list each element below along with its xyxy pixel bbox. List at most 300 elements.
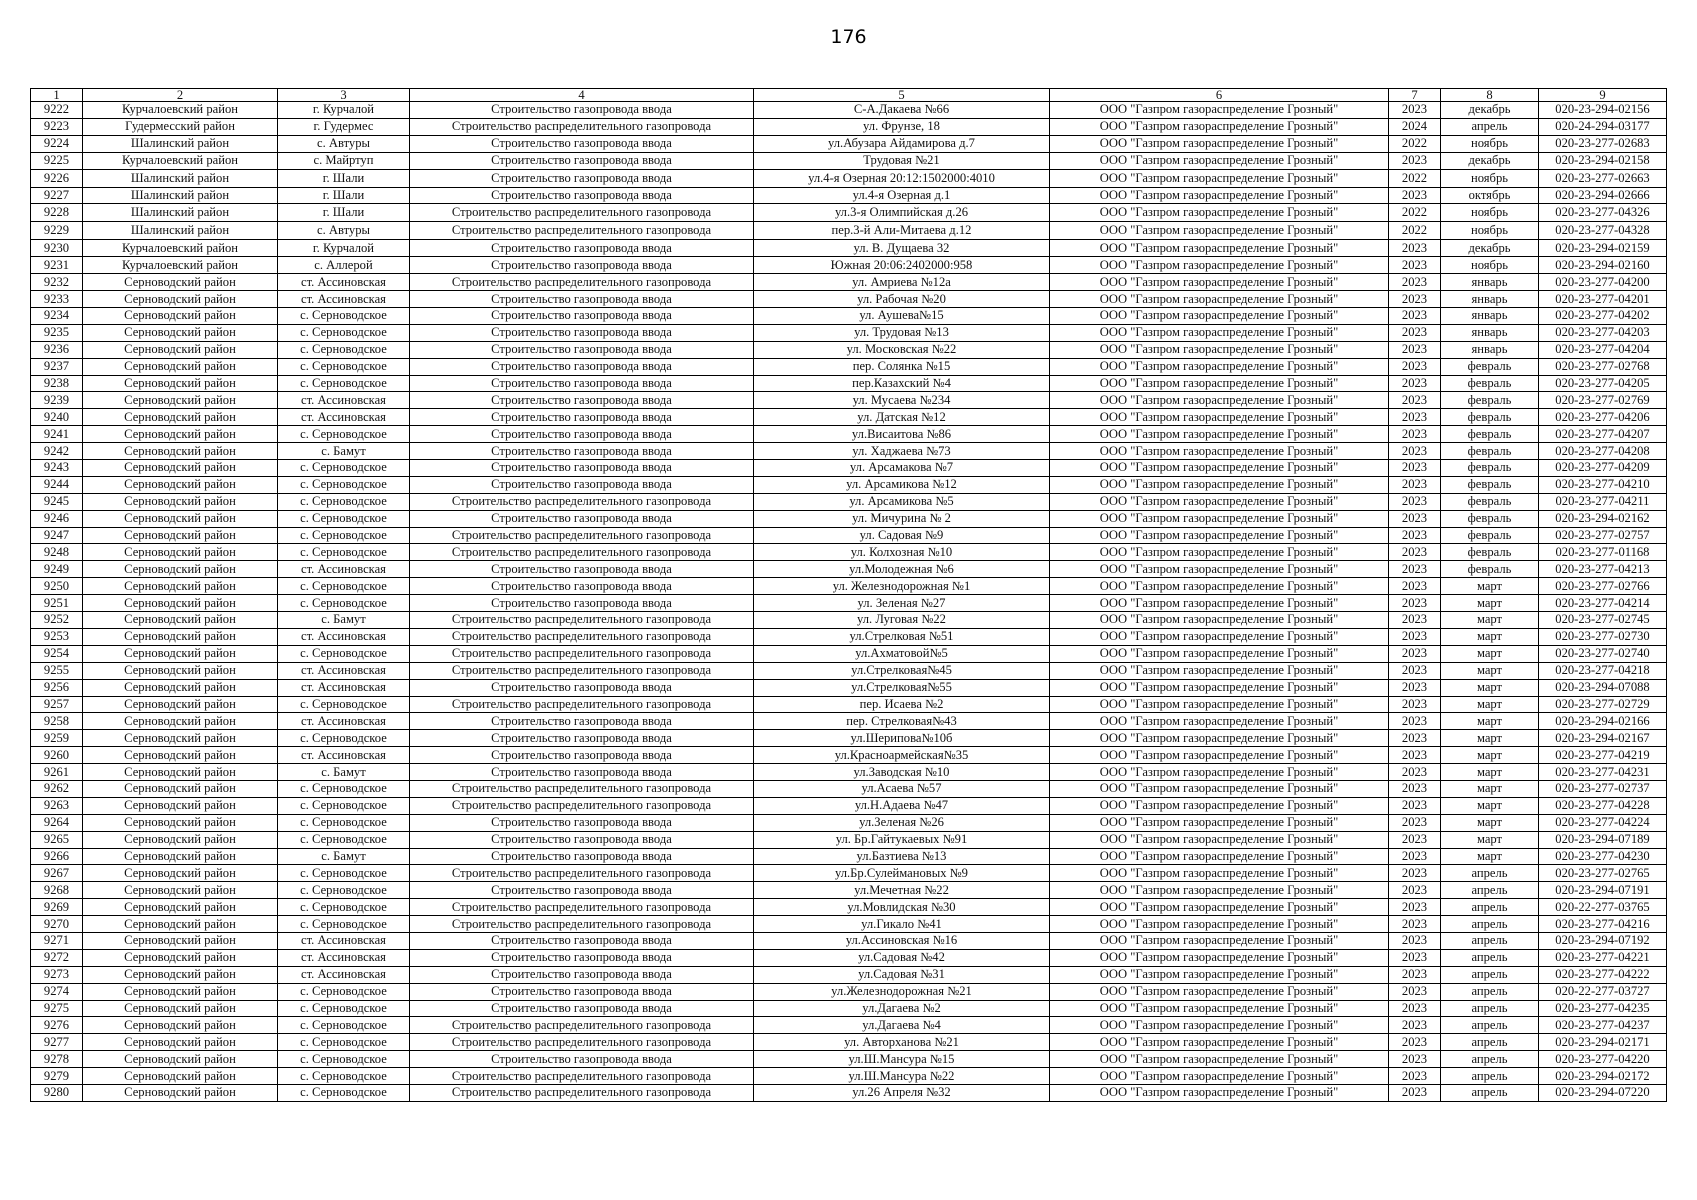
table-row bbox=[31, 169, 1667, 187]
cell-district: Серноводский район bbox=[83, 460, 278, 477]
cell-district: Серноводский район bbox=[83, 493, 278, 510]
cell-month: апрель bbox=[1441, 1068, 1539, 1085]
cell-organization: ООО "Газпром газораспределение Грозный" bbox=[1050, 696, 1389, 713]
cell-organization: ООО "Газпром газораспределение Грозный" bbox=[1050, 865, 1389, 882]
cell-month: апрель bbox=[1441, 916, 1539, 933]
cell-row-number: 9236 bbox=[31, 341, 83, 358]
cell-year: 2022 bbox=[1389, 204, 1441, 222]
cell-address: пер. Стрелковая№43 bbox=[754, 713, 1050, 730]
table-row bbox=[31, 375, 1667, 392]
cell-row-number: 9248 bbox=[31, 544, 83, 561]
cell-year: 2023 bbox=[1389, 595, 1441, 612]
cell-district: Курчалоевский район bbox=[83, 152, 278, 169]
cell-district: Серноводский район bbox=[83, 1034, 278, 1051]
cell-organization: ООО "Газпром газораспределение Грозный" bbox=[1050, 831, 1389, 848]
column-number-row bbox=[31, 89, 1667, 102]
cell-work-type: Строительство газопровода ввода bbox=[410, 341, 754, 358]
cell-year: 2023 bbox=[1389, 341, 1441, 358]
cell-organization: ООО "Газпром газораспределение Грозный" bbox=[1050, 1051, 1389, 1068]
cell-permit-number: 020-23-294-02171 bbox=[1539, 1034, 1667, 1051]
cell-settlement: с. Серноводское bbox=[278, 916, 410, 933]
cell-work-type: Строительство газопровода ввода bbox=[410, 324, 754, 341]
cell-district: Серноводский район bbox=[83, 764, 278, 781]
table-row bbox=[31, 932, 1667, 949]
cell-work-type: Строительство распределительного газопровода bbox=[410, 916, 754, 933]
cell-organization: ООО "Газпром газораспределение Грозный" bbox=[1050, 814, 1389, 831]
cell-permit-number: 020-23-277-04204 bbox=[1539, 341, 1667, 358]
cell-row-number: 9259 bbox=[31, 730, 83, 747]
cell-work-type: Строительство распределительного газопровода bbox=[410, 1068, 754, 1085]
cell-organization: ООО "Газпром газораспределение Грозный" bbox=[1050, 764, 1389, 781]
gas-pipeline-register-table bbox=[30, 88, 1667, 1102]
cell-row-number: 9279 bbox=[31, 1068, 83, 1085]
cell-work-type: Строительство распределительного газопровода bbox=[410, 274, 754, 291]
cell-organization: ООО "Газпром газораспределение Грозный" bbox=[1050, 645, 1389, 662]
cell-row-number: 9251 bbox=[31, 595, 83, 612]
cell-settlement: г. Шали bbox=[278, 169, 410, 187]
cell-permit-number: 020-23-277-04209 bbox=[1539, 460, 1667, 477]
cell-month: октябрь bbox=[1441, 187, 1539, 204]
cell-settlement: с. Серноводское bbox=[278, 865, 410, 882]
cell-settlement: с. Серноводское bbox=[278, 595, 410, 612]
cell-year: 2022 bbox=[1389, 222, 1441, 240]
cell-month: апрель bbox=[1441, 932, 1539, 949]
cell-settlement: с. Бамут bbox=[278, 848, 410, 865]
cell-year: 2023 bbox=[1389, 612, 1441, 629]
cell-row-number: 9245 bbox=[31, 493, 83, 510]
cell-work-type: Строительство газопровода ввода bbox=[410, 426, 754, 443]
cell-work-type: Строительство газопровода ввода bbox=[410, 713, 754, 730]
table-row bbox=[31, 831, 1667, 848]
cell-settlement: с. Серноводское bbox=[278, 882, 410, 899]
cell-organization: ООО "Газпром газораспределение Грозный" bbox=[1050, 169, 1389, 187]
cell-row-number: 9266 bbox=[31, 848, 83, 865]
cell-organization: ООО "Газпром газораспределение Грозный" bbox=[1050, 1068, 1389, 1085]
cell-permit-number: 020-23-277-02766 bbox=[1539, 578, 1667, 595]
cell-permit-number: 020-23-277-04221 bbox=[1539, 949, 1667, 966]
cell-year: 2023 bbox=[1389, 324, 1441, 341]
cell-settlement: с. Серноводское bbox=[278, 831, 410, 848]
table-row bbox=[31, 493, 1667, 510]
table-row bbox=[31, 848, 1667, 865]
cell-month: февраль bbox=[1441, 476, 1539, 493]
cell-address: ул. Железнодорожная №1 bbox=[754, 578, 1050, 595]
cell-organization: ООО "Газпром газораспределение Грозный" bbox=[1050, 578, 1389, 595]
cell-work-type: Строительство газопровода ввода bbox=[410, 831, 754, 848]
cell-permit-number: 020-23-277-04210 bbox=[1539, 476, 1667, 493]
cell-permit-number: 020-23-277-02683 bbox=[1539, 135, 1667, 152]
table-row bbox=[31, 561, 1667, 578]
cell-settlement: с. Серноводское bbox=[278, 493, 410, 510]
table-row bbox=[31, 966, 1667, 983]
cell-month: февраль bbox=[1441, 527, 1539, 544]
cell-organization: ООО "Газпром газораспределение Грозный" bbox=[1050, 983, 1389, 1000]
cell-permit-number: 020-23-294-07220 bbox=[1539, 1084, 1667, 1101]
cell-address: ул.4-я Озерная д.1 bbox=[754, 187, 1050, 204]
cell-organization: ООО "Газпром газораспределение Грозный" bbox=[1050, 916, 1389, 933]
cell-address: ул.Абузара Айдамирова д.7 bbox=[754, 135, 1050, 152]
cell-permit-number: 020-23-277-04230 bbox=[1539, 848, 1667, 865]
cell-year: 2023 bbox=[1389, 645, 1441, 662]
cell-settlement: ст. Ассиновская bbox=[278, 392, 410, 409]
cell-month: март bbox=[1441, 713, 1539, 730]
cell-month: ноябрь bbox=[1441, 135, 1539, 152]
cell-work-type: Строительство распределительного газопровода bbox=[410, 628, 754, 645]
cell-row-number: 9280 bbox=[31, 1084, 83, 1101]
cell-district: Серноводский район bbox=[83, 341, 278, 358]
table-row bbox=[31, 510, 1667, 527]
cell-year: 2023 bbox=[1389, 392, 1441, 409]
table-row bbox=[31, 392, 1667, 409]
cell-month: март bbox=[1441, 831, 1539, 848]
cell-year: 2023 bbox=[1389, 983, 1441, 1000]
cell-address: ул. Зеленая №27 bbox=[754, 595, 1050, 612]
table-row bbox=[31, 1017, 1667, 1034]
cell-district: Серноводский район bbox=[83, 645, 278, 662]
cell-month: февраль bbox=[1441, 544, 1539, 561]
cell-district: Курчалоевский район bbox=[83, 240, 278, 257]
cell-district: Серноводский район bbox=[83, 662, 278, 679]
cell-address: ул.4-я Озерная 20:12:1502000:4010 bbox=[754, 169, 1050, 187]
table-row bbox=[31, 135, 1667, 152]
cell-address: ул.Гикало №41 bbox=[754, 916, 1050, 933]
cell-work-type: Строительство распределительного газопровода bbox=[410, 118, 754, 135]
cell-row-number: 9247 bbox=[31, 527, 83, 544]
cell-settlement: ст. Ассиновская bbox=[278, 561, 410, 578]
cell-address: ул.Красноармейская№35 bbox=[754, 747, 1050, 764]
table-row bbox=[31, 628, 1667, 645]
cell-year: 2023 bbox=[1389, 865, 1441, 882]
column-header-7: 7 bbox=[1389, 89, 1441, 102]
cell-row-number: 9227 bbox=[31, 187, 83, 204]
cell-month: март bbox=[1441, 814, 1539, 831]
cell-year: 2023 bbox=[1389, 730, 1441, 747]
cell-month: март bbox=[1441, 645, 1539, 662]
cell-address: ул.26 Апреля №32 bbox=[754, 1084, 1050, 1101]
cell-address: пер. Исаева №2 bbox=[754, 696, 1050, 713]
cell-organization: ООО "Газпром газораспределение Грозный" bbox=[1050, 662, 1389, 679]
cell-address: ул. Амриева №12а bbox=[754, 274, 1050, 291]
cell-address: С-А.Дакаева №66 bbox=[754, 102, 1050, 119]
cell-district: Серноводский район bbox=[83, 865, 278, 882]
cell-row-number: 9273 bbox=[31, 966, 83, 983]
cell-permit-number: 020-23-277-04219 bbox=[1539, 747, 1667, 764]
table-row bbox=[31, 949, 1667, 966]
cell-year: 2023 bbox=[1389, 747, 1441, 764]
cell-permit-number: 020-23-277-04200 bbox=[1539, 274, 1667, 291]
cell-address: ул.Ш.Мансура №15 bbox=[754, 1051, 1050, 1068]
column-header-4: 4 bbox=[410, 89, 754, 102]
cell-organization: ООО "Газпром газораспределение Грозный" bbox=[1050, 358, 1389, 375]
cell-settlement: с. Бамут bbox=[278, 443, 410, 460]
cell-permit-number: 020-23-294-07192 bbox=[1539, 932, 1667, 949]
cell-work-type: Строительство распределительного газопровода bbox=[410, 1034, 754, 1051]
table-row bbox=[31, 916, 1667, 933]
cell-year: 2023 bbox=[1389, 102, 1441, 119]
cell-work-type: Строительство газопровода ввода bbox=[410, 730, 754, 747]
cell-month: март bbox=[1441, 764, 1539, 781]
cell-address: ул.Молодежная №6 bbox=[754, 561, 1050, 578]
cell-year: 2023 bbox=[1389, 1084, 1441, 1101]
cell-district: Курчалоевский район bbox=[83, 257, 278, 274]
cell-row-number: 9234 bbox=[31, 308, 83, 325]
cell-permit-number: 020-23-294-02156 bbox=[1539, 102, 1667, 119]
cell-permit-number: 020-23-294-07088 bbox=[1539, 679, 1667, 696]
cell-address: ул.Мечетная №22 bbox=[754, 882, 1050, 899]
cell-work-type: Строительство распределительного газопровода bbox=[410, 780, 754, 797]
cell-row-number: 9265 bbox=[31, 831, 83, 848]
table-row bbox=[31, 696, 1667, 713]
cell-permit-number: 020-24-294-03177 bbox=[1539, 118, 1667, 135]
cell-month: апрель bbox=[1441, 1084, 1539, 1101]
cell-permit-number: 020-23-277-04216 bbox=[1539, 916, 1667, 933]
table-row bbox=[31, 1034, 1667, 1051]
cell-month: февраль bbox=[1441, 392, 1539, 409]
cell-row-number: 9237 bbox=[31, 358, 83, 375]
cell-work-type: Строительство газопровода ввода bbox=[410, 460, 754, 477]
cell-settlement: с. Майртуп bbox=[278, 152, 410, 169]
cell-month: март bbox=[1441, 612, 1539, 629]
cell-address: ул.Стрелковая№45 bbox=[754, 662, 1050, 679]
cell-year: 2023 bbox=[1389, 375, 1441, 392]
cell-organization: ООО "Газпром газораспределение Грозный" bbox=[1050, 187, 1389, 204]
cell-row-number: 9254 bbox=[31, 645, 83, 662]
cell-settlement: ст. Ассиновская bbox=[278, 291, 410, 308]
cell-year: 2023 bbox=[1389, 561, 1441, 578]
cell-work-type: Строительство газопровода ввода bbox=[410, 747, 754, 764]
cell-work-type: Строительство распределительного газопровода bbox=[410, 696, 754, 713]
cell-district: Серноводский район bbox=[83, 713, 278, 730]
cell-organization: ООО "Газпром газораспределение Грозный" bbox=[1050, 1017, 1389, 1034]
table-row bbox=[31, 730, 1667, 747]
cell-organization: ООО "Газпром газораспределение Грозный" bbox=[1050, 152, 1389, 169]
cell-month: январь bbox=[1441, 291, 1539, 308]
table-row bbox=[31, 152, 1667, 169]
cell-row-number: 9256 bbox=[31, 679, 83, 696]
cell-row-number: 9277 bbox=[31, 1034, 83, 1051]
cell-work-type: Строительство газопровода ввода bbox=[410, 561, 754, 578]
cell-year: 2023 bbox=[1389, 764, 1441, 781]
cell-work-type: Строительство газопровода ввода bbox=[410, 983, 754, 1000]
cell-settlement: с. Серноводское bbox=[278, 544, 410, 561]
cell-permit-number: 020-23-277-04213 bbox=[1539, 561, 1667, 578]
cell-permit-number: 020-23-277-04222 bbox=[1539, 966, 1667, 983]
cell-year: 2023 bbox=[1389, 628, 1441, 645]
cell-year: 2023 bbox=[1389, 493, 1441, 510]
cell-organization: ООО "Газпром газораспределение Грозный" bbox=[1050, 949, 1389, 966]
cell-work-type: Строительство газопровода ввода bbox=[410, 443, 754, 460]
cell-year: 2023 bbox=[1389, 662, 1441, 679]
cell-district: Шалинский район bbox=[83, 222, 278, 240]
cell-row-number: 9270 bbox=[31, 916, 83, 933]
cell-row-number: 9258 bbox=[31, 713, 83, 730]
cell-work-type: Строительство газопровода ввода bbox=[410, 308, 754, 325]
cell-work-type: Строительство газопровода ввода bbox=[410, 932, 754, 949]
cell-month: январь bbox=[1441, 341, 1539, 358]
cell-district: Серноводский район bbox=[83, 814, 278, 831]
table-row bbox=[31, 204, 1667, 222]
cell-organization: ООО "Газпром газораспределение Грозный" bbox=[1050, 1084, 1389, 1101]
table-row bbox=[31, 527, 1667, 544]
cell-address: Южная 20:06:2402000:958 bbox=[754, 257, 1050, 274]
cell-month: март bbox=[1441, 662, 1539, 679]
table-row bbox=[31, 1000, 1667, 1017]
cell-organization: ООО "Газпром газораспределение Грозный" bbox=[1050, 595, 1389, 612]
cell-year: 2023 bbox=[1389, 1051, 1441, 1068]
cell-organization: ООО "Газпром газораспределение Грозный" bbox=[1050, 240, 1389, 257]
cell-district: Серноводский район bbox=[83, 595, 278, 612]
cell-month: ноябрь bbox=[1441, 257, 1539, 274]
cell-address: ул. Рабочая №20 bbox=[754, 291, 1050, 308]
cell-organization: ООО "Газпром газораспределение Грозный" bbox=[1050, 460, 1389, 477]
cell-work-type: Строительство газопровода ввода bbox=[410, 578, 754, 595]
cell-row-number: 9276 bbox=[31, 1017, 83, 1034]
cell-address: ул.Бр.Сулеймановых №9 bbox=[754, 865, 1050, 882]
cell-permit-number: 020-23-294-02162 bbox=[1539, 510, 1667, 527]
cell-row-number: 9228 bbox=[31, 204, 83, 222]
cell-month: февраль bbox=[1441, 375, 1539, 392]
cell-address: ул. Аушева№15 bbox=[754, 308, 1050, 325]
cell-district: Шалинский район bbox=[83, 169, 278, 187]
cell-permit-number: 020-23-277-02663 bbox=[1539, 169, 1667, 187]
cell-district: Серноводский район bbox=[83, 409, 278, 426]
cell-settlement: с. Серноводское bbox=[278, 899, 410, 916]
cell-work-type: Строительство газопровода ввода bbox=[410, 595, 754, 612]
cell-row-number: 9242 bbox=[31, 443, 83, 460]
cell-permit-number: 020-23-277-02745 bbox=[1539, 612, 1667, 629]
cell-row-number: 9226 bbox=[31, 169, 83, 187]
cell-organization: ООО "Газпром газораспределение Грозный" bbox=[1050, 848, 1389, 865]
cell-district: Серноводский район bbox=[83, 932, 278, 949]
cell-month: февраль bbox=[1441, 460, 1539, 477]
cell-organization: ООО "Газпром газораспределение Грозный" bbox=[1050, 409, 1389, 426]
cell-month: март bbox=[1441, 848, 1539, 865]
cell-permit-number: 020-23-277-04231 bbox=[1539, 764, 1667, 781]
cell-year: 2022 bbox=[1389, 135, 1441, 152]
cell-work-type: Строительство газопровода ввода bbox=[410, 409, 754, 426]
column-header-9: 9 bbox=[1539, 89, 1667, 102]
cell-year: 2023 bbox=[1389, 1017, 1441, 1034]
cell-permit-number: 020-23-294-02172 bbox=[1539, 1068, 1667, 1085]
table-row bbox=[31, 102, 1667, 119]
table-row bbox=[31, 291, 1667, 308]
cell-address: ул. Трудовая №13 bbox=[754, 324, 1050, 341]
cell-year: 2023 bbox=[1389, 916, 1441, 933]
cell-year: 2023 bbox=[1389, 358, 1441, 375]
cell-organization: ООО "Газпром газораспределение Грозный" bbox=[1050, 1000, 1389, 1017]
cell-month: январь bbox=[1441, 274, 1539, 291]
cell-row-number: 9268 bbox=[31, 882, 83, 899]
cell-settlement: с. Серноводское bbox=[278, 341, 410, 358]
cell-work-type: Строительство распределительного газопровода bbox=[410, 899, 754, 916]
cell-address: ул. Мичурина № 2 bbox=[754, 510, 1050, 527]
table-row bbox=[31, 595, 1667, 612]
column-header-5: 5 bbox=[754, 89, 1050, 102]
table-row bbox=[31, 426, 1667, 443]
cell-settlement: с. Бамут bbox=[278, 612, 410, 629]
cell-district: Серноводский район bbox=[83, 882, 278, 899]
cell-address: ул.Дагаева №2 bbox=[754, 1000, 1050, 1017]
cell-address: ул.Стрелковая №51 bbox=[754, 628, 1050, 645]
cell-row-number: 9261 bbox=[31, 764, 83, 781]
cell-work-type: Строительство газопровода ввода bbox=[410, 375, 754, 392]
table-row bbox=[31, 544, 1667, 561]
table-row bbox=[31, 764, 1667, 781]
cell-month: ноябрь bbox=[1441, 222, 1539, 240]
cell-year: 2022 bbox=[1389, 169, 1441, 187]
cell-row-number: 9233 bbox=[31, 291, 83, 308]
cell-district: Серноводский район bbox=[83, 916, 278, 933]
cell-work-type: Строительство распределительного газопровода bbox=[410, 544, 754, 561]
cell-settlement: с. Серноводское bbox=[278, 1051, 410, 1068]
cell-district: Серноводский район bbox=[83, 426, 278, 443]
cell-work-type: Строительство газопровода ввода bbox=[410, 848, 754, 865]
cell-settlement: с. Серноводское bbox=[278, 797, 410, 814]
cell-address: ул.Ахматовой№5 bbox=[754, 645, 1050, 662]
cell-address: пер.3-й Али-Митаева д.12 bbox=[754, 222, 1050, 240]
table-row bbox=[31, 662, 1667, 679]
cell-month: февраль bbox=[1441, 426, 1539, 443]
cell-permit-number: 020-23-277-02737 bbox=[1539, 780, 1667, 797]
cell-address: ул. Арсамикова №12 bbox=[754, 476, 1050, 493]
cell-permit-number: 020-23-294-02166 bbox=[1539, 713, 1667, 730]
cell-year: 2023 bbox=[1389, 848, 1441, 865]
cell-district: Серноводский район bbox=[83, 358, 278, 375]
cell-address: ул.Садовая №42 bbox=[754, 949, 1050, 966]
cell-year: 2023 bbox=[1389, 409, 1441, 426]
cell-district: Серноводский район bbox=[83, 274, 278, 291]
cell-row-number: 9271 bbox=[31, 932, 83, 949]
cell-month: февраль bbox=[1441, 493, 1539, 510]
cell-address: ул. Арсамикова №5 bbox=[754, 493, 1050, 510]
cell-permit-number: 020-23-294-02160 bbox=[1539, 257, 1667, 274]
cell-permit-number: 020-23-277-02765 bbox=[1539, 865, 1667, 882]
cell-row-number: 9262 bbox=[31, 780, 83, 797]
cell-settlement: ст. Ассиновская bbox=[278, 274, 410, 291]
cell-address: ул. Колхозная №10 bbox=[754, 544, 1050, 561]
cell-work-type: Строительство газопровода ввода bbox=[410, 240, 754, 257]
cell-row-number: 9239 bbox=[31, 392, 83, 409]
cell-work-type: Строительство распределительного газопровода bbox=[410, 865, 754, 882]
cell-district: Серноводский район bbox=[83, 1000, 278, 1017]
cell-year: 2023 bbox=[1389, 578, 1441, 595]
cell-month: декабрь bbox=[1441, 152, 1539, 169]
table-row bbox=[31, 460, 1667, 477]
cell-year: 2023 bbox=[1389, 1034, 1441, 1051]
cell-month: март bbox=[1441, 797, 1539, 814]
cell-address: ул.3-я Олимпийская д.26 bbox=[754, 204, 1050, 222]
cell-organization: ООО "Газпром газораспределение Грозный" bbox=[1050, 341, 1389, 358]
cell-permit-number: 020-23-277-04206 bbox=[1539, 409, 1667, 426]
cell-month: декабрь bbox=[1441, 102, 1539, 119]
cell-settlement: с. Серноводское bbox=[278, 1084, 410, 1101]
table-row bbox=[31, 612, 1667, 629]
cell-row-number: 9252 bbox=[31, 612, 83, 629]
cell-row-number: 9260 bbox=[31, 747, 83, 764]
cell-settlement: г. Гудермес bbox=[278, 118, 410, 135]
cell-district: Шалинский район bbox=[83, 135, 278, 152]
table-row bbox=[31, 257, 1667, 274]
cell-organization: ООО "Газпром газораспределение Грозный" bbox=[1050, 308, 1389, 325]
cell-permit-number: 020-23-277-01168 bbox=[1539, 544, 1667, 561]
cell-month: март bbox=[1441, 747, 1539, 764]
cell-district: Серноводский район bbox=[83, 797, 278, 814]
cell-address: ул. Мусаева №234 bbox=[754, 392, 1050, 409]
cell-month: февраль bbox=[1441, 561, 1539, 578]
cell-organization: ООО "Газпром газораспределение Грозный" bbox=[1050, 443, 1389, 460]
table-row bbox=[31, 1084, 1667, 1101]
cell-district: Серноводский район bbox=[83, 578, 278, 595]
